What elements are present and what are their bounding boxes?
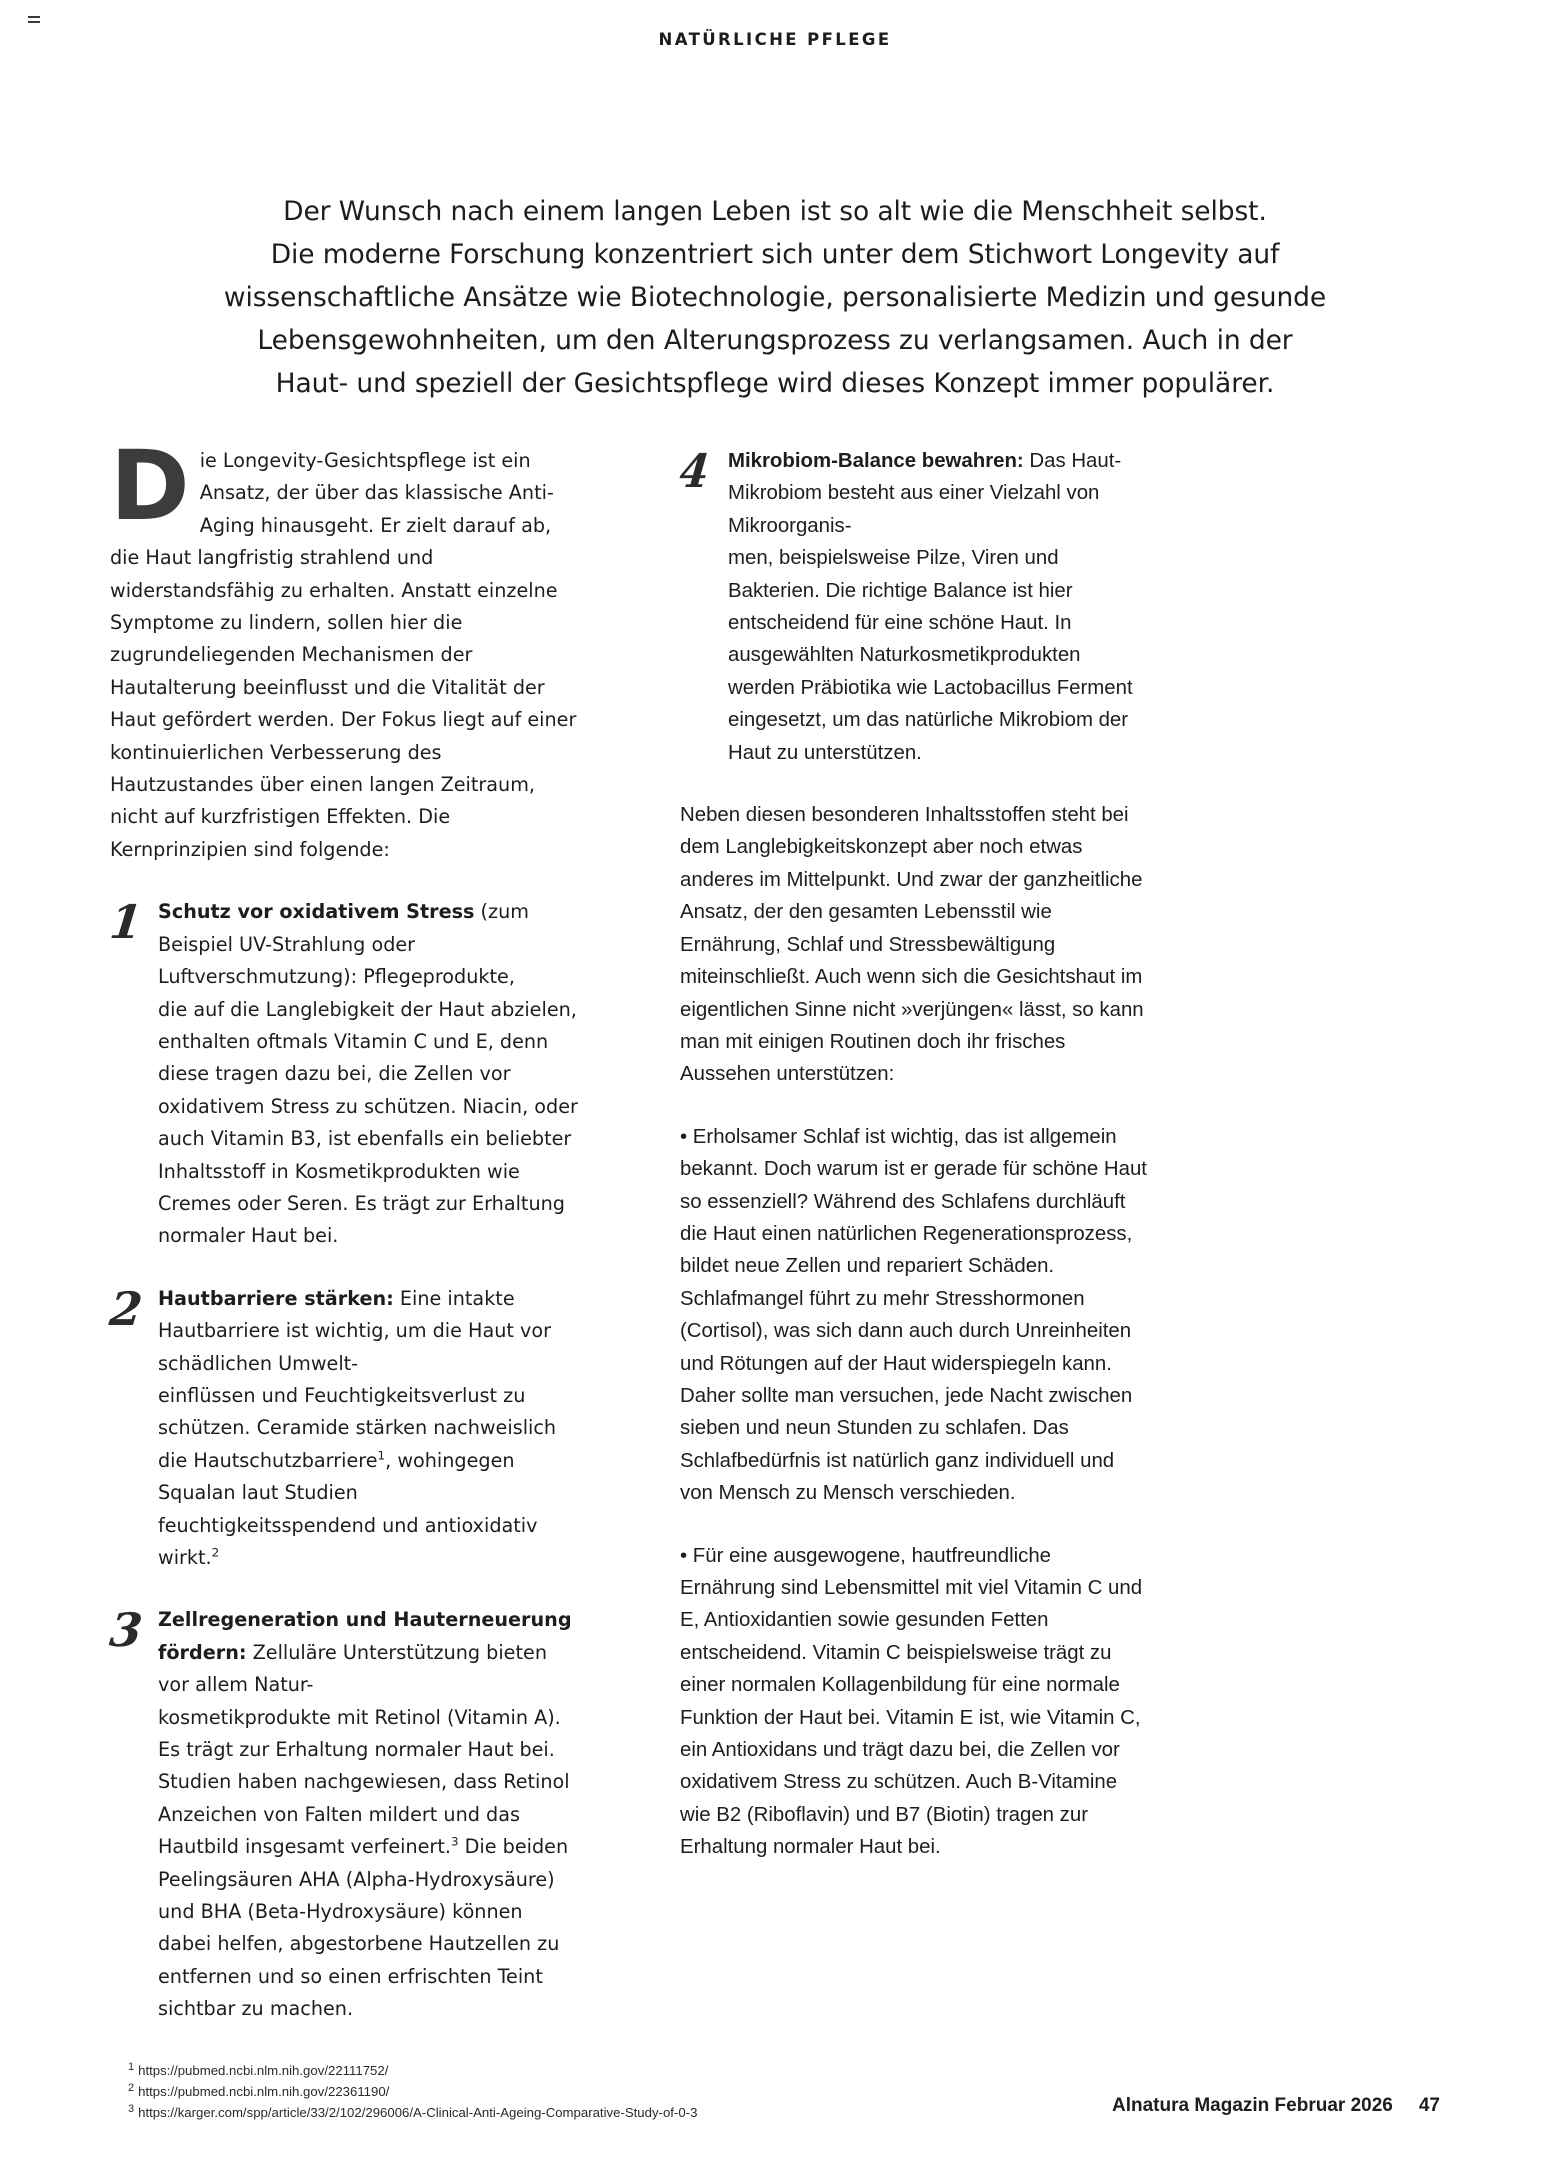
intro-paragraph [110, 430, 580, 866]
right-column [677, 444, 1150, 2026]
lead-line: wissenschaftliche Ansätze wie Biotechnologie, personalisierte Medizin und gesunde [223, 282, 1327, 313]
principle-heading: Schutz vor oxidativem Stress [158, 900, 475, 924]
lead-line: Der Wunsch nach einem langen Leben ist so alt wie die Menschheit selbst. [283, 196, 1267, 227]
principle-item-4 [677, 444, 1150, 769]
footnote-item [128, 2102, 1128, 2123]
principle-body [158, 1702, 580, 2026]
principle-text [158, 1604, 580, 1701]
principle-body-first: Das Haut-Mikrobiom besteht aus einer Vielzahl von Mikroorganis- [728, 450, 1122, 537]
principle-body-first: Eine intakte Hautbarriere ist wichtig, um die Haut vor schädlichen Umwelt- [158, 1286, 551, 1375]
holistic-paragraph: Neben diesen besonderen Inhaltsstoffen steht bei dem Langlebigkeitskonzept aber noch etwas anderes im Mittelpunkt. Und zwar der ganzheitliche Ansatz, der den gesamten Lebensstil wie Ernährung, Schlaf und Stressbewältigung miteinschließt. Auch wenn sich die Gesichtshaut im eigentlichen Sinne nicht »verjüngen« lässt, so kann man mit einigen Routinen doch ihr frisches Aussehen unterstützen: [680, 804, 1144, 1086]
footnote-item [128, 2060, 1128, 2081]
footnote-number: 1 [128, 2060, 135, 2073]
footnote-url[interactable]: https://karger.com/spp/article/33/2/102/296006/A-Clinical-Anti-Ageing-Comparative-Study-of-0-3 [138, 2105, 698, 2120]
principle-text [728, 445, 1150, 542]
footnote-url[interactable]: https://pubmed.ncbi.nlm.nih.gov/22361190/ [138, 2084, 390, 2099]
paragraph-spacer [110, 1574, 580, 1604]
lead-line: Lebensgewohnheiten, um den Alterungsprozess zu verlangsamen. Auch in der [257, 325, 1293, 356]
principle-body [728, 542, 1150, 769]
paragraph-spacer [680, 769, 1150, 799]
principle-number: 3 [107, 1603, 145, 1658]
principle-body-text-2: , wohingegen Squalan laut Studien feuchtigkeitsspendend und antioxidativ wirkt. [158, 1448, 538, 1569]
lead-line: Haut- und speziell der Gesichtspflege wird dieses Konzept immer populärer. [275, 368, 1275, 399]
principle-text [158, 1283, 580, 1380]
principle-body-text: kosmetikprodukte mit Retinol (Vitamin A). Es trägt zur Erhaltung normaler Haut bei. Studien haben nachgewiesen, dass Retinol Anzeichen von Falten mildert und das Hautbild insgesamt verfeinert. [158, 1705, 570, 1859]
bullet-item-nutrition: • Für eine ausgewogene, hautfreundliche Ernährung sind Lebensmittel mit viel Vitamin C und E, Antioxidantien sowie gesunden Fetten entscheidend. Vitamin C beispielsweise trägt zu einer normalen Kollagenbildung für eine normale Funktion der Haut bei. Vitamin E ist, wie Vitamin C, ein Antioxidans und trägt dazu bei, die Zellen vor oxidativem Stress zu schützen. Auch B-Vitamine wie B2 (Riboflavin) und B7 (Biotin) tragen zur Erhaltung normaler Haut bei. [680, 1544, 1143, 1859]
footnote-url[interactable]: https://pubmed.ncbi.nlm.nih.gov/22111752/ [138, 2063, 389, 2078]
principle-item-3 [107, 1603, 580, 2025]
page-footer [1112, 2095, 1440, 2117]
principle-body-text: die auf die Langlebigkeit der Haut abzielen, enthalten oftmals Vitamin C und E, denn diese tragen dazu bei, die Zellen vor oxidativem Stress zu schützen. Niacin, oder auch Vitamin B3, ist ebenfalls ein beliebter Inhaltsstoff in Kosmetikprodukten wie Cremes oder Seren. Es trägt zur Erhaltung normaler Haut bei. [158, 997, 578, 1248]
principle-body-first: Zelluläre Unterstützung bieten vor allem Natur- [158, 1640, 547, 1697]
lead-standfirst [165, 190, 1385, 405]
left-column [107, 430, 580, 2026]
publication-name: Alnatura Magazin Februar 2026 [1111, 2095, 1393, 2116]
principle-body [158, 994, 580, 1253]
footnote-number: 3 [128, 2102, 135, 2115]
paragraph-spacer [680, 1091, 1150, 1121]
principle-item-1 [107, 895, 580, 1252]
paragraph-spacer [680, 1510, 1150, 1540]
drop-cap: D [110, 430, 190, 542]
principle-heading: Mikrobiom-Balance bewahren: [728, 450, 1024, 472]
article-body [107, 430, 1440, 2026]
principle-body-text: men, beispielsweise Pilze, Viren und Bakterien. Die richtige Balance ist hier entscheidend für eine schöne Haut. In ausgewählten Naturkosmetikprodukten werden Präbiotika wie Lactobacillus Ferment eingesetzt, um das natürliche Mikrobiom der Haut zu unterstützen. [728, 547, 1133, 764]
footnote-ref[interactable]: 3 [450, 1834, 459, 1849]
principle-number: 2 [107, 1281, 145, 1336]
principle-body-text: einflüssen und Feuchtigkeitsverlust zu schützen. Ceramide stärken nachweislich die Hautschutzbarriere [158, 1383, 557, 1472]
lead-line: Die moderne Forschung konzentriert sich unter dem Stichwort Longevity auf [270, 239, 1280, 270]
footnote-number: 2 [128, 2081, 135, 2094]
page-number: 47 [1418, 2095, 1440, 2116]
footnote-list [128, 2060, 1128, 2123]
footnote-ref[interactable]: 1 [377, 1448, 386, 1463]
principle-body-first: (zum Beispiel UV-Strahlung oder Luftverschmutzung): Pflegeprodukte, [158, 900, 529, 989]
bullet-item-sleep: • Erholsamer Schlaf ist wichtig, das ist allgemein bekannt. Doch warum ist er gerade für schöne Haut so essenziell? Während des Schlafens durchläuft die Haut einen natürlichen Regenerationsprozess, bildet neue Zellen und repariert Schäden. Schlafmangel führt zu mehr Stresshormonen (Cortisol), was sich dann auch durch Unreinheiten und Rötungen auf der Haut widerspiegeln kann. Daher sollte man versuchen, jede Nacht zwischen sieben und neun Stunden zu schlafen. Das Schlafbedürfnis ist natürlich ganz individuell und von Mensch zu Mensch verschieden. [680, 1125, 1147, 1505]
paragraph-spacer [110, 1253, 580, 1283]
paragraph-spacer [110, 866, 580, 896]
principle-heading: Hautbarriere stärken: [158, 1286, 394, 1310]
principle-heading: Zellregeneration und Hauterneuerung fördern: [158, 1608, 572, 1664]
footnote-ref[interactable]: 2 [211, 1545, 220, 1560]
principle-body-text-2: Die beiden Peelingsäuren AHA (Alpha-Hydroxysäure) und BHA (Beta-Hydroxysäure) können dabei helfen, abgestorbene Hautzellen zu entfernen und so einen erfrischten Teint sichtbar zu machen. [158, 1835, 569, 2021]
principle-text [158, 896, 580, 993]
principle-number: 4 [677, 444, 712, 498]
crop-mark-icon [28, 16, 40, 26]
running-head: NATÜRLICHE PFLEGE [658, 30, 892, 49]
footnote-item [128, 2081, 1128, 2102]
principle-body [158, 1380, 580, 1574]
principle-item-2 [107, 1281, 580, 1575]
intro-paragraph-text: ie Longevity-Gesichtspflege ist ein Ansatz, der über das klassische Anti-Aging hinausgeht. Er zielt darauf ab, die Haut langfristig strahlend und widerstandsfähig zu erhalten. Anstatt einzelne Symptome zu lindern, sollen hier die zugrundeliegenden Mechanismen der Hautalterung beeinflusst und die Vitalität der Haut gefördert werden. Der Fokus liegt auf einer kontinuierlichen Verbesserung des Hautzustandes über einen langen Zeitraum, nicht auf kurzfristigen Effekten. Die Kernprinzipien sind folgende: [110, 449, 577, 861]
principle-number: 1 [107, 895, 145, 950]
